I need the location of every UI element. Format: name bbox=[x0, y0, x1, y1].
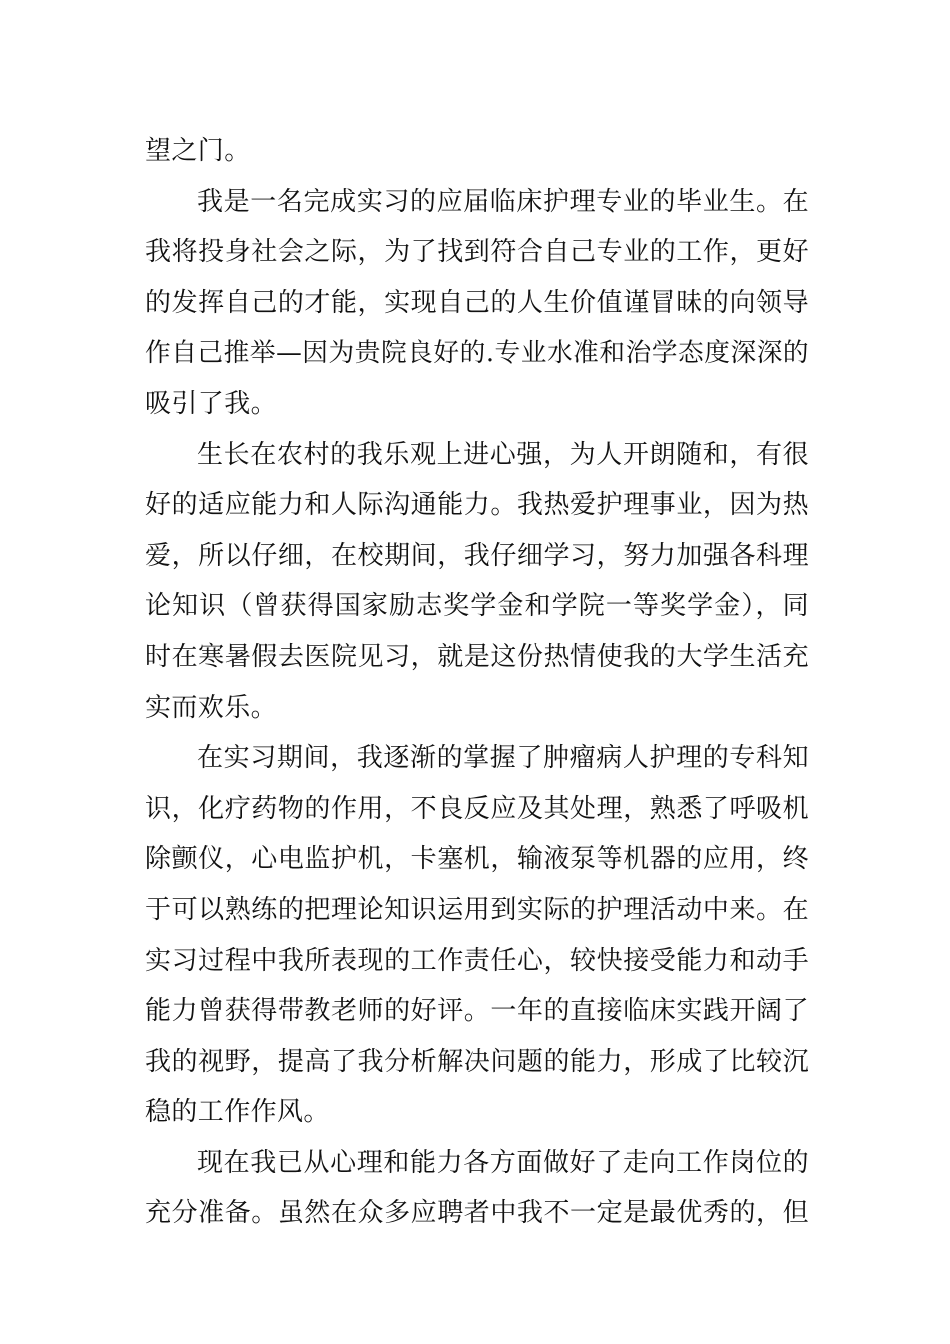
text-line: 实而欢乐。 bbox=[145, 692, 278, 723]
paragraph-3 bbox=[145, 430, 809, 734]
text-line: 爱，所以仔细，在校期间，我仔细学习，努力加强各科理 bbox=[145, 540, 809, 571]
paragraph-4 bbox=[145, 733, 809, 1138]
text-line: 实习过程中我所表现的工作责任心，较快接受能力和动手 bbox=[145, 945, 809, 976]
text-line: 充分准备。虽然在众多应聘者中我不一定是最优秀的，但 bbox=[145, 1198, 809, 1229]
text-line: 生长在农村的我乐观上进心强，为人开朗随和，有很 bbox=[197, 439, 809, 470]
text-line: 时在寒暑假去医院见习，就是这份热情使我的大学生活充 bbox=[145, 641, 809, 672]
text-line: 于可以熟练的把理论知识运用到实际的护理活动中来。在 bbox=[145, 894, 809, 925]
text-line: 论知识（曾获得国家励志奖学金和学院一等奖学金），同 bbox=[145, 591, 809, 622]
text-line: 能力曾获得带教老师的好评。一年的直接临床实践开阔了 bbox=[145, 996, 809, 1027]
text-line: 望之门。 bbox=[145, 136, 251, 166]
text-line: 作自己推举—因为贵院良好的.专业水准和治学态度深深的 bbox=[145, 338, 809, 369]
text-line: 在实习期间，我逐渐的掌握了肿瘤病人护理的专科知 bbox=[197, 743, 809, 774]
paragraph-2 bbox=[145, 177, 809, 430]
text-line: 我将投身社会之际，为了找到符合自己专业的工作，更好 bbox=[145, 237, 809, 268]
text-line: 现在我已从心理和能力各方面做好了走向工作岗位的 bbox=[197, 1147, 809, 1178]
text-line: 好的适应能力和人际沟通能力。我热爱护理事业，因为热 bbox=[145, 490, 809, 521]
text-line: 吸引了我。 bbox=[145, 388, 278, 419]
text-line: 稳的工作作风。 bbox=[145, 1097, 330, 1128]
text-line: 的发挥自己的才能，实现自己的人生价值谨冒昧的向领导 bbox=[145, 287, 809, 318]
text-line: 我的视野，提高了我分析解决问题的能力，形成了比较沉 bbox=[145, 1046, 809, 1077]
text-line: 我是一名完成实习的应届临床护理专业的毕业生。在 bbox=[197, 186, 809, 217]
text-line: 除颤仪，心电监护机，卡塞机，输液泵等机器的应用，终 bbox=[145, 844, 809, 875]
body-text bbox=[145, 126, 809, 1239]
paragraph-5 bbox=[145, 1138, 809, 1239]
paragraph-1 bbox=[145, 126, 809, 177]
text-line: 识，化疗药物的作用，不良反应及其处理，熟悉了呼吸机 bbox=[145, 793, 809, 824]
